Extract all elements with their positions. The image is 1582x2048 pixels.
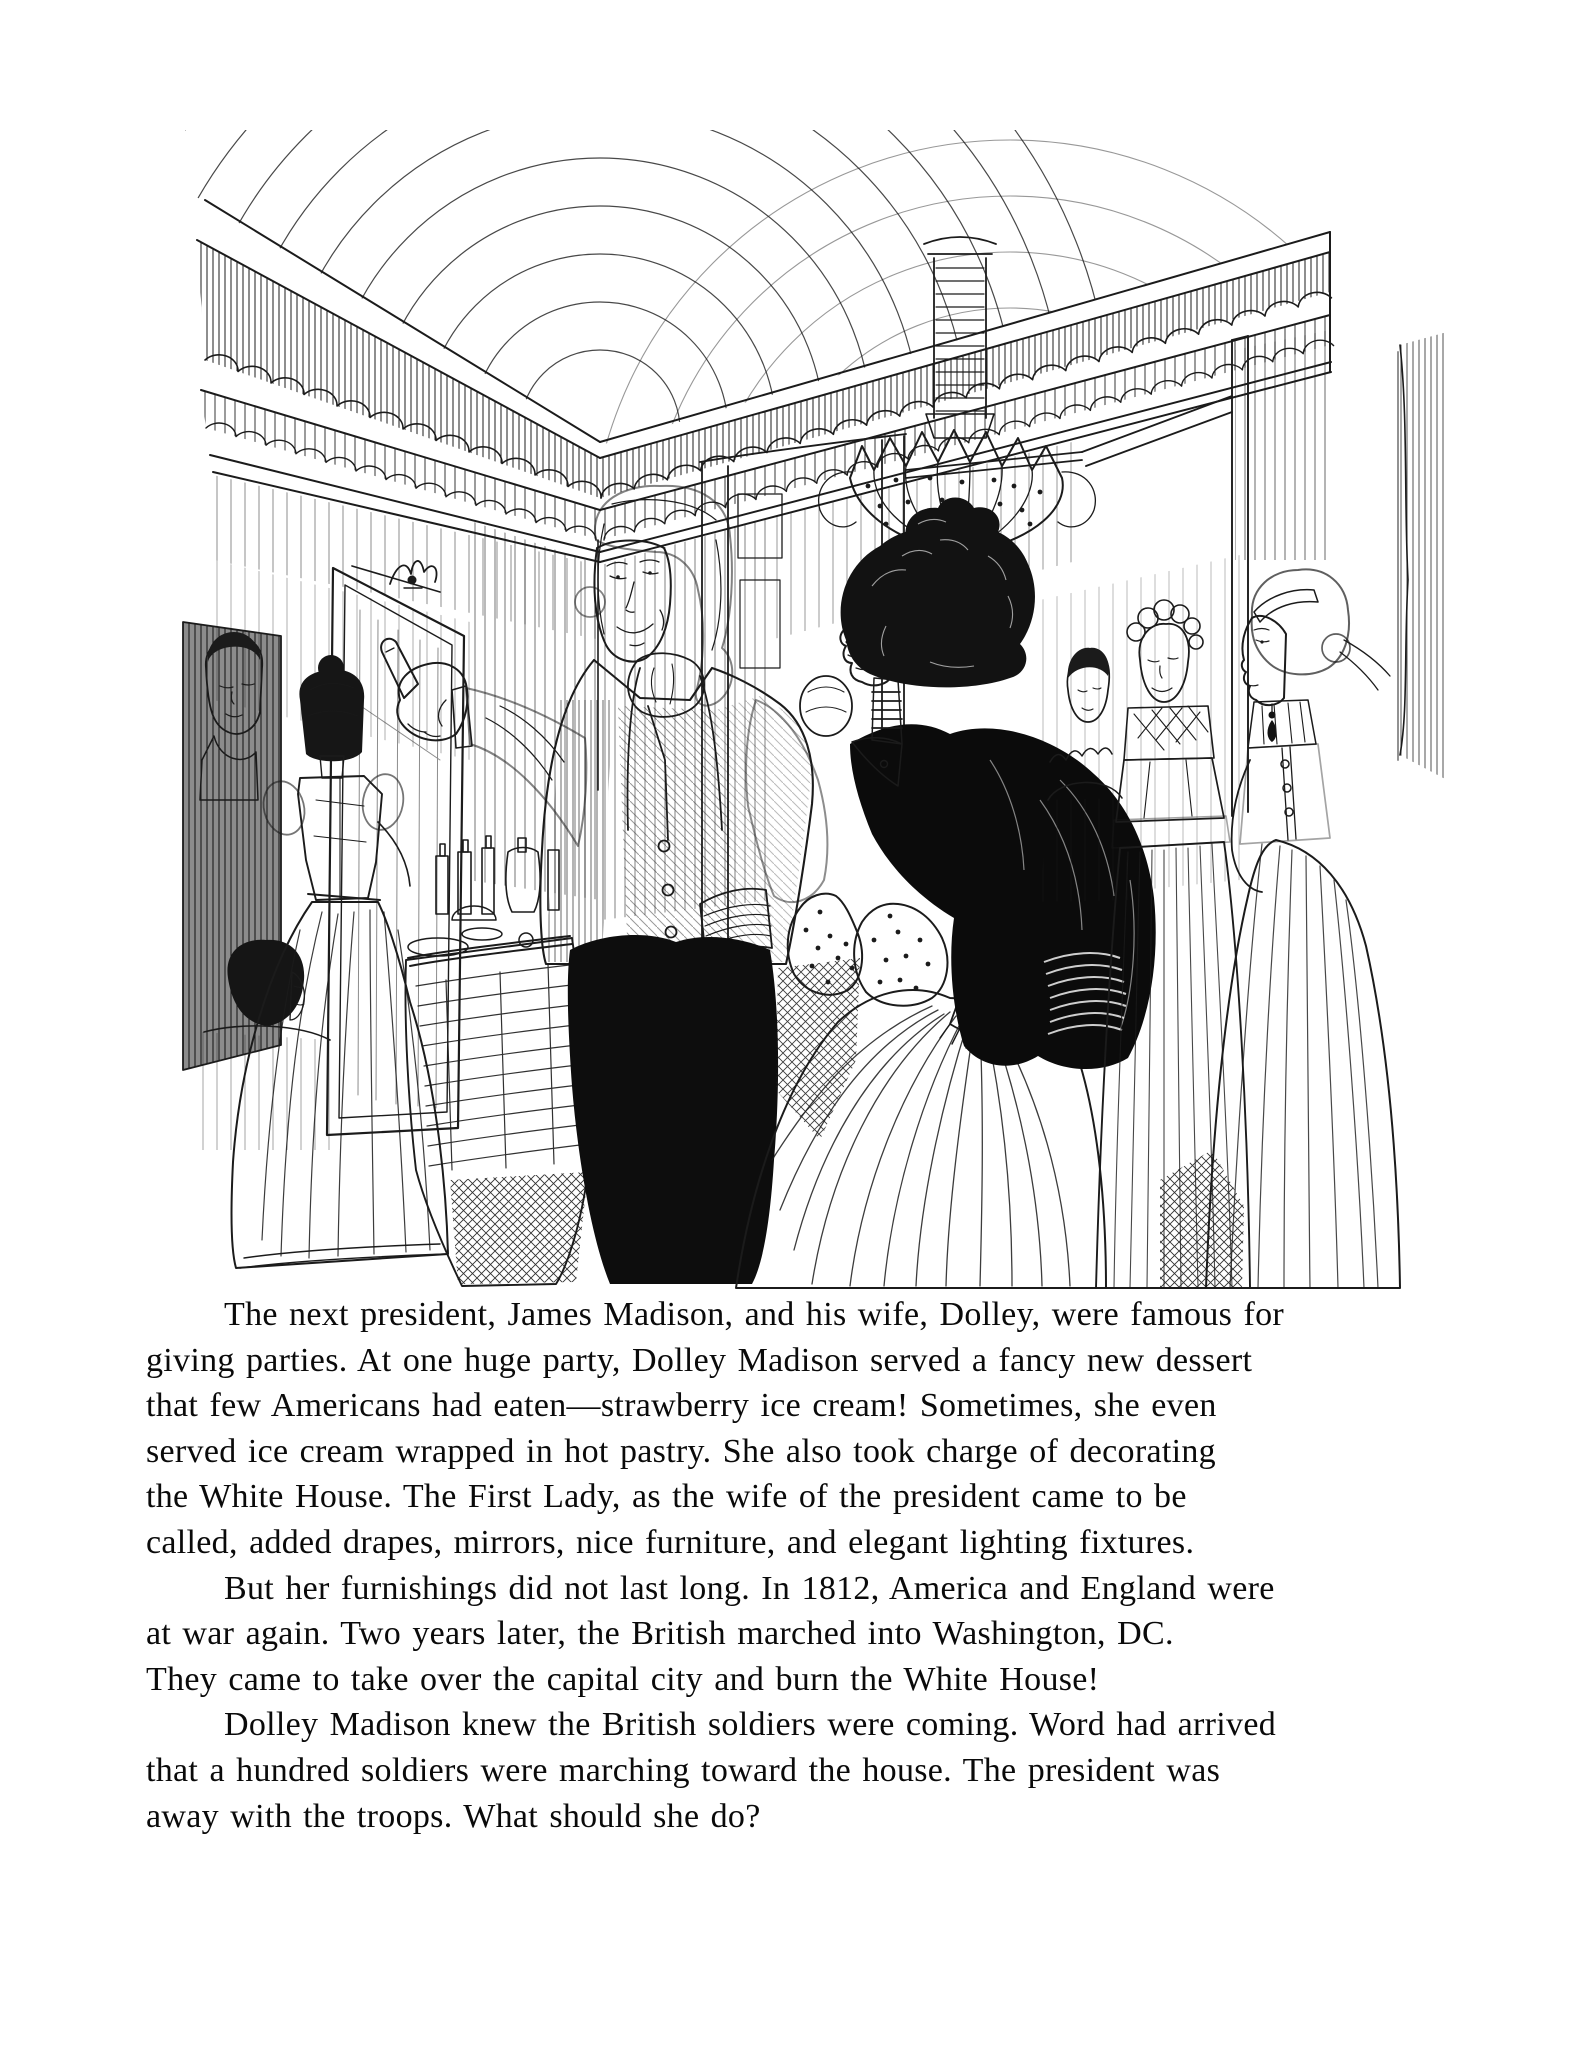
text-line: called, added drapes, mirrors, nice furniture, and elegant lighting fixtures. [146, 1523, 1195, 1561]
text-line: Dolley Madison knew the British soldiers were coming. Word had arrived [224, 1706, 1277, 1744]
text-line: served ice cream wrapped in hot pastry. She also took charge of decorating [146, 1432, 1216, 1470]
text-line: the White House. The First Lady, as the wife of the president came to be [146, 1478, 1187, 1516]
text-line: They came to take over the capital city and burn the White House! [146, 1660, 1100, 1698]
paragraph [146, 1702, 1452, 1839]
text-line: The next president, James Madison, and his wife, Dolley, were famous for [224, 1296, 1285, 1333]
story-text [146, 1292, 1452, 1839]
text-line: away with the troops. What should she do? [146, 1797, 761, 1835]
paragraph [146, 1292, 1452, 1566]
text-line: at war again. Two years later, the British marched into Washington, DC. [146, 1615, 1174, 1653]
text-line: that a hundred soldiers were marching toward the house. The president was [146, 1751, 1221, 1789]
crosshatch-underskirt [776, 958, 860, 1140]
puff-sleeve [800, 676, 852, 736]
text-line: giving parties. At one huge party, Dolley Madison served a fancy new dessert [146, 1341, 1253, 1379]
ribbed-choker [872, 692, 902, 728]
text-line: that few Americans had eaten—strawberry ice cream! Sometimes, she even [146, 1387, 1217, 1425]
text-line: But her furnishings did not last long. In 1812, America and England were [224, 1569, 1275, 1607]
curtain-right-edge [1400, 332, 1447, 780]
paragraph [146, 1566, 1452, 1703]
hair [1252, 569, 1349, 674]
crosshatch-drape [1160, 1150, 1244, 1288]
